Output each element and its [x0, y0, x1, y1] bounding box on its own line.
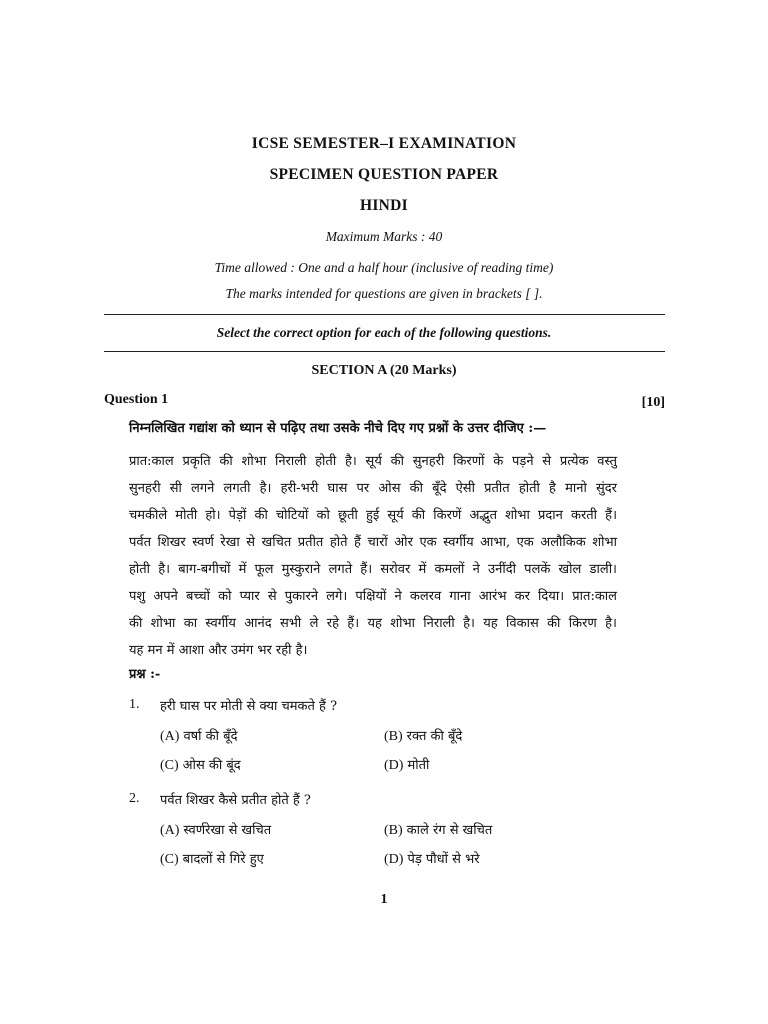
option-text: काले रंग से खचित — [406, 823, 493, 838]
question-label: Question 1 — [104, 392, 169, 407]
option-d — [384, 755, 429, 774]
subquestion-number: 2. — [129, 791, 140, 806]
option-text: पेड़ पौधों से भरे — [407, 852, 480, 867]
general-instruction: Select the correct option for each of the following questions. — [216, 325, 552, 340]
option-text: बादलों से गिरे हुए — [182, 852, 264, 867]
passage — [129, 448, 617, 664]
option-a — [160, 726, 238, 745]
bottom-divider — [104, 351, 665, 352]
passage-line: सुनहरी सी लगने लगती है। हरी-भरी घास पर ओस की बूँदे ऐसी प्रतीत होती है मानो सुंदर — [129, 481, 617, 496]
option-text: मोती — [407, 758, 430, 773]
passage-line: की शोभा का स्वर्गीय आनंद सभी ले रहे हैं। यह शोभा निराली है। यह विकास की किरण है। — [129, 616, 617, 631]
passage-line: होती है। बाग-बगीचों में फूल मुस्कुराने लगते हैं। सरोवर में कमलों ने उनींदी पलकें खोल डाली। — [129, 562, 617, 577]
option-label: (B) — [384, 823, 403, 838]
marks-note: The marks intended for questions are given in brackets [ ]. — [225, 286, 543, 301]
passage-line: पशु अपने बच्चों को प्यार से पुकारने लगे। पक्षियों ने कलरव गाना आरंभ कर दिया। प्रात:काल — [129, 589, 617, 604]
option-b — [384, 820, 492, 839]
subquestion-text: पर्वत शिखर कैसे प्रतीत होते हैं ? — [160, 793, 311, 808]
option-text: रक्त की बूँदे — [406, 729, 463, 744]
top-divider — [104, 314, 665, 315]
option-text: वर्षा की बूँदे — [183, 729, 238, 744]
page-number: 1 — [380, 892, 388, 907]
option-d — [384, 849, 480, 868]
option-c — [160, 849, 264, 868]
paper-type: SPECIMEN QUESTION PAPER — [269, 166, 499, 183]
max-marks: Maximum Marks : 40 — [325, 229, 443, 244]
subject-title: HINDI — [359, 197, 408, 214]
option-text: ओस की बूंद — [182, 758, 241, 773]
option-label: (C) — [160, 758, 179, 773]
option-c — [160, 755, 241, 774]
option-label: (A) — [160, 823, 180, 838]
option-label: (B) — [384, 729, 403, 744]
option-label: (C) — [160, 852, 179, 867]
option-text: स्वर्णरेखा से खचित — [183, 823, 272, 838]
passage-line: पर्वत शिखर स्वर्ण रेखा से खचित प्रतीत होते हैं चारों ओर एक स्वर्गीय आभा, एक अलौकिक शोभा — [129, 535, 617, 550]
question-marks: [10] — [641, 395, 665, 410]
option-a — [160, 820, 271, 839]
passage-line: प्रात:काल प्रकृति की शोभा निराली होती है। सूर्य की सुनहरी किरणों के पड़ने से प्रत्येक वस्तु — [129, 454, 617, 469]
questions-subheading: प्रश्न :- — [129, 667, 161, 682]
option-label: (D) — [384, 758, 404, 773]
section-heading: SECTION A (20 Marks) — [311, 363, 457, 378]
time-allowed: Time allowed : One and a half hour (inclusive of reading time) — [214, 260, 554, 275]
option-label: (A) — [160, 729, 180, 744]
passage-line: यह मन में आशा और उमंग भर रही है। — [129, 643, 308, 658]
question-instruction: निम्नलिखित गद्यांश को ध्यान से पढ़िए तथा उसके नीचे दिए गए प्रश्नों के उत्तर दीजिए :— — [129, 421, 547, 436]
option-b — [384, 726, 462, 745]
exam-title: ICSE SEMESTER–I EXAMINATION — [251, 135, 517, 152]
subquestion-text: हरी घास पर मोती से क्या चमकते हैं ? — [160, 699, 338, 714]
subquestion-number: 1. — [129, 697, 140, 712]
passage-line: चमकीले मोती हो। पेड़ों की चोटियों को छूती हुई सूर्य की किरणें अद्भुत शोभा प्रदान करती हैं। — [129, 508, 617, 523]
option-label: (D) — [384, 852, 404, 867]
